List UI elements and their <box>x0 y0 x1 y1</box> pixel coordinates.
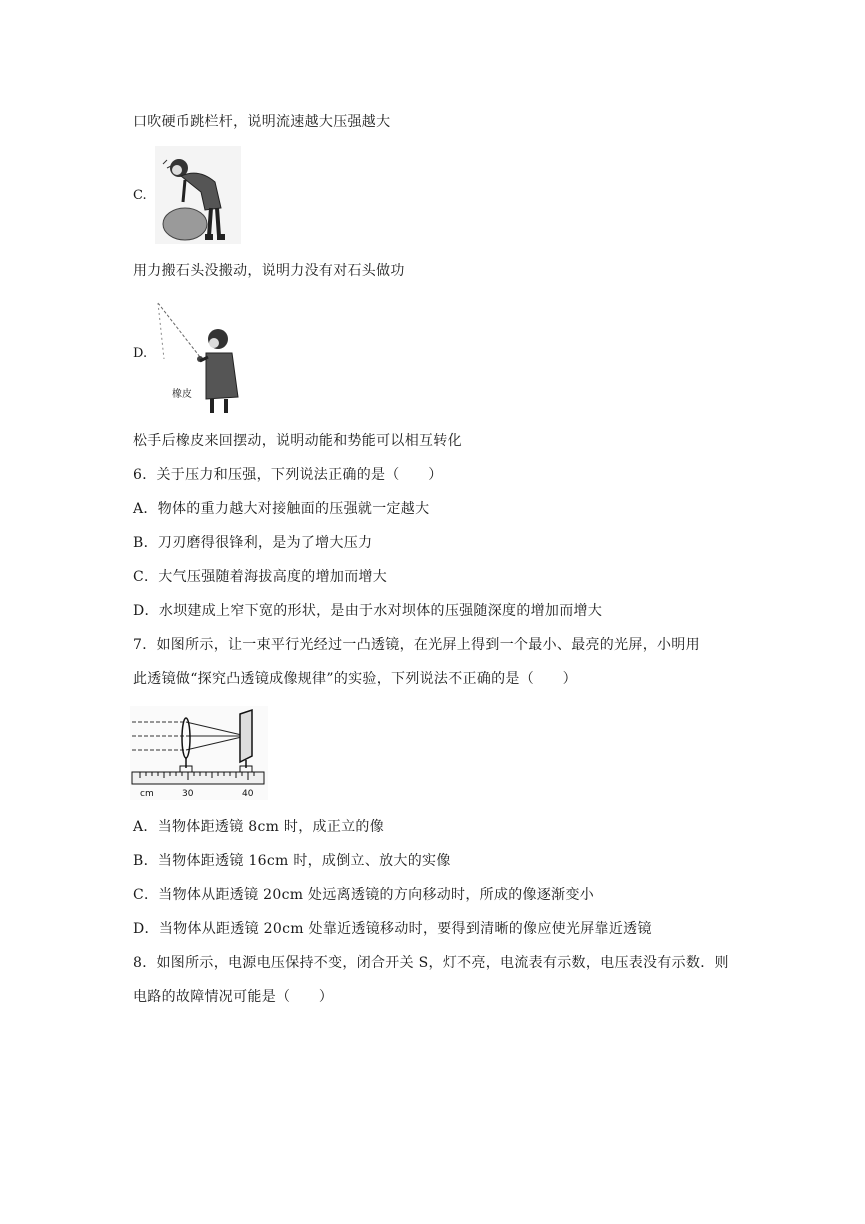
option-d-label: D. <box>133 346 148 361</box>
eraser-pendulum-figure <box>152 299 248 415</box>
ruler-tick-40: 40 <box>242 789 254 799</box>
question-6-option-b: B．刀刃磨得很锋利，是为了增大压力 <box>133 535 373 551</box>
question-7-stem-line1: 7．如图所示，让一束平行光经过一凸透镜，在光屏上得到一个最小、最亮的光屏，小明用 <box>133 637 700 653</box>
option-d-caption: 松手后橡皮来回摆动，说明动能和势能可以相互转化 <box>133 433 462 449</box>
question-8-stem-line2: 电路的故障情况可能是（ ） <box>133 989 334 1005</box>
option-c-caption: 用力搬石头没搬动，说明力没有对石头做功 <box>133 263 405 279</box>
question-7-option-a: A．当物体距透镜 8cm 时，成正立的像 <box>133 819 385 835</box>
lifting-stone-figure <box>155 146 241 244</box>
question-6-stem: 6．关于压力和压强，下列说法正确的是（ ） <box>133 467 443 483</box>
question-6-option-a: A．物体的重力越大对接触面的压强就一定越大 <box>133 501 430 517</box>
question-7-option-c: C．当物体从距透镜 20cm 处远离透镜的方向移动时，所成的像逐渐变小 <box>133 887 595 903</box>
question-7-stem-line2: 此透镜做“探究凸透镜成像规律”的实验，下列说法不正确的是（ ） <box>133 671 577 687</box>
question-7-option-d: D．当物体从距透镜 20cm 处靠近透镜移动时，要得到清晰的像应使光屏靠近透镜 <box>133 921 652 937</box>
question-7-option-b: B．当物体距透镜 16cm 时，成倒立、放大的实像 <box>133 853 451 869</box>
question-6-option-c: C．大气压强随着海拔高度的增加而增大 <box>133 569 388 585</box>
ruler-tick-30: 30 <box>182 789 194 799</box>
option-c-label: C. <box>133 188 147 203</box>
option-b-caption: 口吹硬币跳栏杆，说明流速越大压强越大 <box>133 114 391 130</box>
convex-lens-figure <box>130 706 268 800</box>
question-6-option-d: D．水坝建成上窄下宽的形状，是由于水对坝体的压强随深度的增加而增大 <box>133 603 603 619</box>
ruler-unit-label: cm <box>140 789 154 799</box>
question-8-stem-line1: 8．如图所示，电源电压保持不变，闭合开关 S，灯不亮，电流表有示数，电压表没有示数．则 <box>133 955 729 971</box>
eraser-label: 橡皮 <box>172 389 192 400</box>
